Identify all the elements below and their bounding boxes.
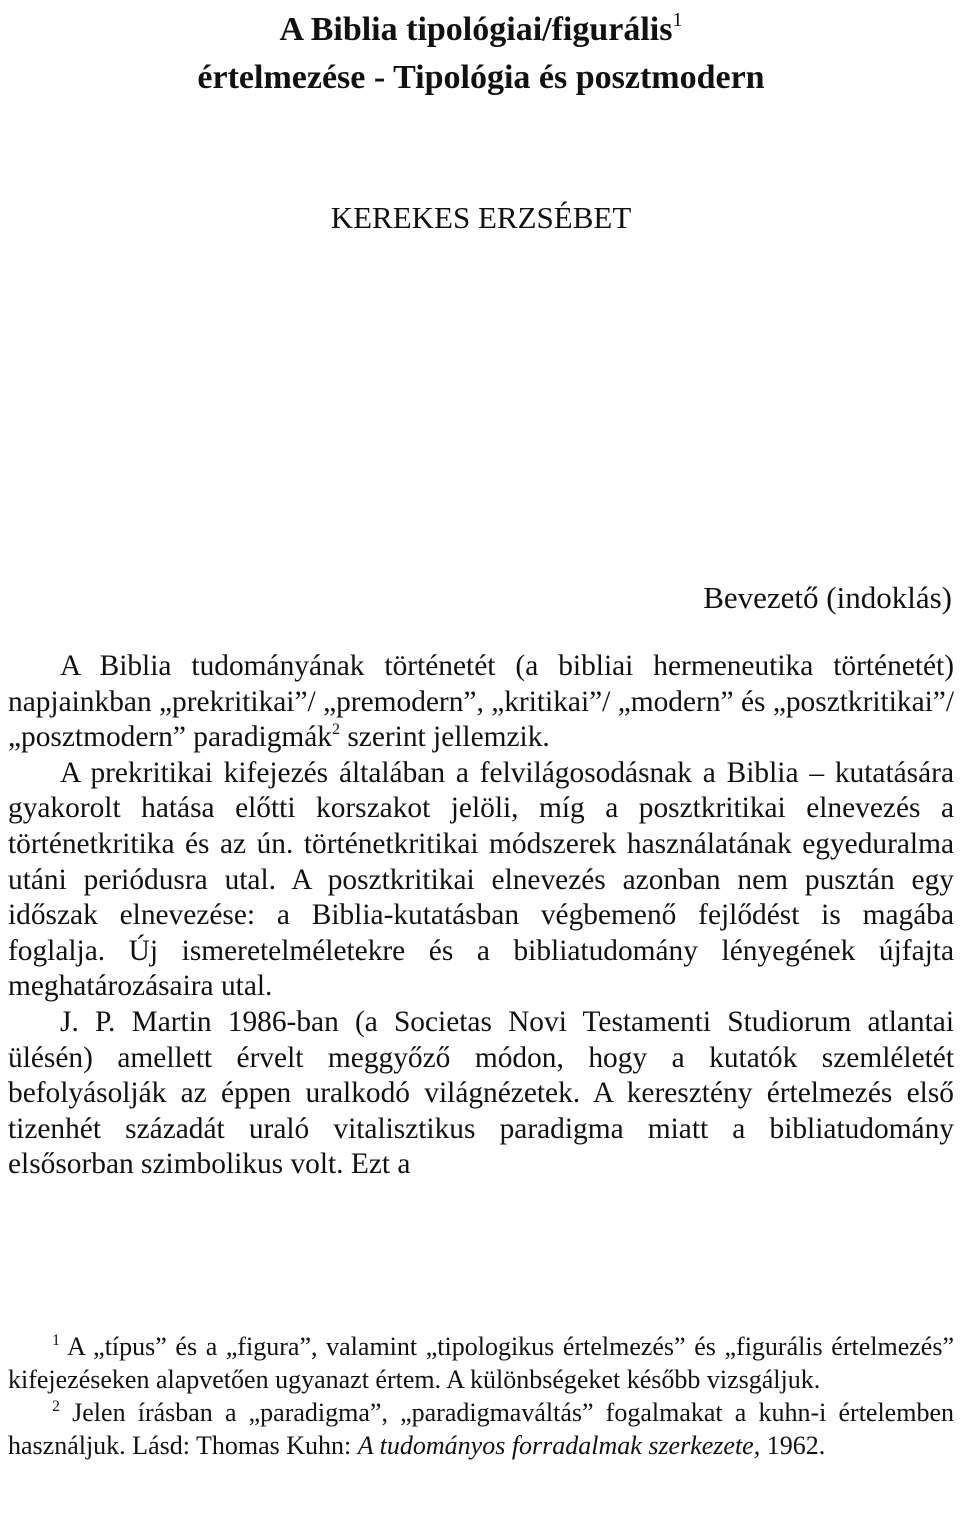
body-text — [8, 649, 954, 1183]
footnote-2-number: 2 — [52, 1398, 60, 1415]
paragraph-1-text-b: szerint jellemzik. — [340, 721, 550, 754]
section-heading: Bevezető (indoklás) — [703, 580, 952, 615]
document-page — [8, 0, 954, 1537]
footnote-2-text: Jelen írásban a „paradigma”, „paradigmaváltás” fogalmakat a kuhn-i értelemben használjuk. Lásd: Thomas Kuhn: — [8, 1398, 954, 1460]
paragraph-1 — [8, 649, 954, 756]
footnote-1 — [8, 1330, 954, 1396]
title-line-1 — [8, 6, 954, 54]
title-line-2: értelmezése - Tipológia és posztmodern — [197, 59, 765, 96]
paragraph-1-text-a: A Biblia tudományának történetét (a bibliai hermeneutika történetét) napjainkban „prekritikai”/ „premodern”, „kritikai”/ „modern” és „posztkritikai”/ „posztmodern” paradigmák — [8, 650, 954, 754]
footnotes — [8, 1330, 954, 1462]
paragraph-2: A prekritikai kifejezés általában a felvilágosodásnak a Biblia – kutatására gyakorolt hatása előtti korszakot jelöli, míg a posztkritikai elnevezés a történetkritika és az ún. történetkritikai módszerek használatának egyeduralma utáni periódusra utal. A posztkritikai elnevezés azonban nem pusztán egy időszak elnevezése: a Biblia-kutatásban végbemenő fejlődést is magába foglalja. Új ismeretelméletekre és a bibliatudomány lényegének újfajta meghatározásaira utal. — [8, 756, 954, 1003]
title-footnote-ref: 1 — [672, 9, 683, 31]
paragraph-1-footnote-ref: 2 — [332, 721, 340, 739]
title-line-1-text: A Biblia tipológiai/figurális — [279, 11, 673, 48]
footnote-1-number: 1 — [52, 1332, 60, 1349]
footnote-2-book-title: A tudományos forradalmak szerkezete, — [357, 1431, 761, 1460]
footnote-2 — [8, 1396, 954, 1462]
author-name: KEREKES ERZSÉBET — [330, 200, 632, 235]
footnote-1-text: A „típus” és a „figura”, valamint „tipologikus értelmezés” és „figurális értelmezés” kifejezéseken alapvetően ugyanazt értem. A különbségeket később vizsgáljuk. — [8, 1332, 954, 1394]
paragraph-3: J. P. Martin 1986-ban (a Societas Novi Testamenti Studiorum atlantai ülésén) amellett érvelt meggyőző módon, hogy a kutatók szemléletét befolyásolják az éppen uralkodó világnézetek. A keresztény értelmezés első tizenhét századát uraló vitalisztikus paradigma miatt a bibliatudomány elsősorban szimbolikus volt. Ezt a — [8, 1005, 954, 1181]
document-title — [8, 6, 954, 102]
footnote-2-tail: 1962. — [760, 1431, 826, 1460]
